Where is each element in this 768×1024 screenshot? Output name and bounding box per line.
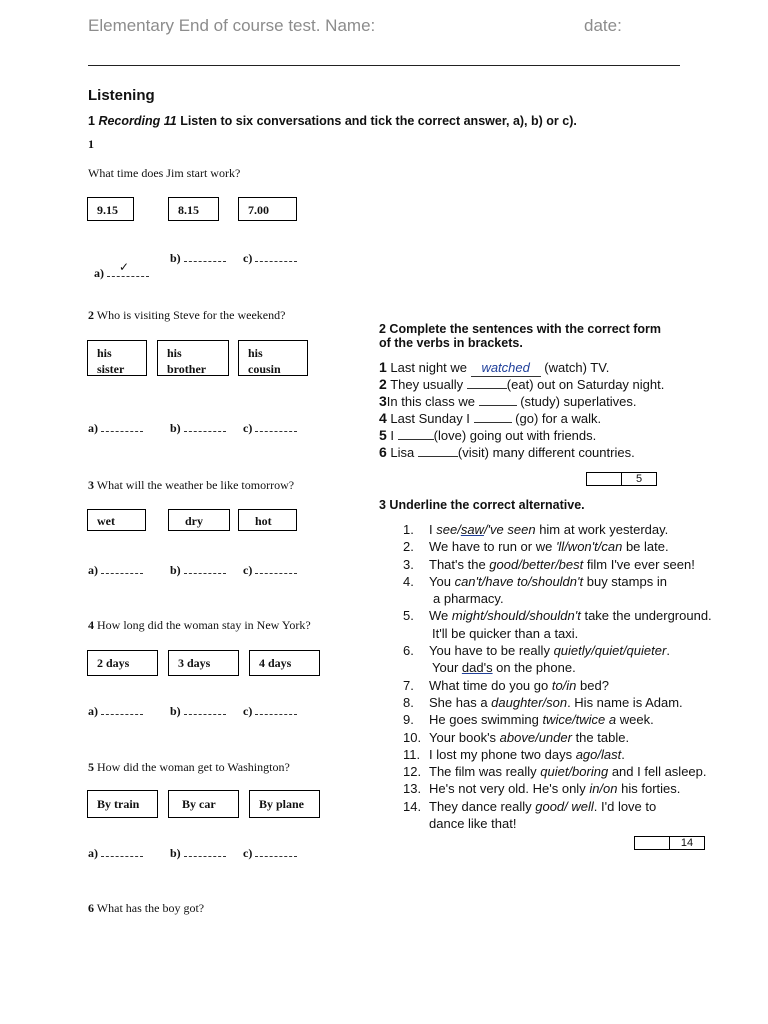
answer-row: b) [170,421,226,436]
answer-blank-c[interactable] [255,848,297,857]
answer-blank-b[interactable] [184,423,226,432]
score-box: 5 [586,472,657,486]
option-box: 7.00 [238,197,297,221]
fill-blank[interactable] [474,422,512,423]
question-2: 2 Who is visiting Steve for the weekend? [88,308,286,322]
sentence: 4 Last Sunday I (go) for a walk. [379,410,602,426]
section3-title: 3 Underline the correct alternative. [379,498,585,512]
option-box: 8.15 [168,197,219,221]
answer-row: c) [243,421,297,436]
answer-blank-b[interactable] [184,848,226,857]
list-item-continued: It'll be quicker than a taxi. [432,625,579,641]
answer-blank-b[interactable] [184,565,226,574]
option-box: hot [238,509,297,531]
fill-blank[interactable] [467,388,507,389]
option-box: 3 days [168,650,239,676]
list-item: 9. He goes swimming twice/twice a week. [403,712,654,728]
list-item: 10. Your book's above/under the table. [403,729,630,745]
answer-blank-a[interactable] [107,260,149,277]
sentence: 6 Lisa (visit) many different countries. [379,444,635,460]
answer-blank-c[interactable] [255,423,297,432]
question-6: 6 What has the boy got? [88,901,205,915]
question-4: 4 How long did the woman stay in New York? [88,618,311,632]
answer-row: c) [243,563,297,578]
list-item: 11. I lost my phone two days ago/last. [403,746,625,762]
section2-title: 2 Complete the sentences with the correct form of the verbs in brackets. [379,322,662,350]
option-box: wet [87,509,146,531]
option-box: 4 days [249,650,320,676]
option-box: dry [168,509,230,531]
list-item: 13. He's not very old. He's only in/on his forties. [403,781,681,797]
fill-blank[interactable] [479,405,517,406]
sentence: 5 I (love) going out with friends. [379,427,597,443]
fill-blank[interactable]: watched [471,359,541,377]
list-item: 7. What time do you go to/in bed? [403,677,609,693]
answer-blank-c[interactable] [255,565,297,574]
fill-blank[interactable] [418,456,458,457]
list-item: 14. They dance really good/ well. I'd love to [403,798,657,814]
list-item: 5. We might/should/shouldn't take the underground. [403,608,712,624]
option-box: By car [168,790,239,818]
answer-row: c) [243,251,297,266]
answer-row: a) [88,421,143,436]
question-3: 3 What will the weather be like tomorrow? [88,478,295,492]
list-item: 6. You have to be really quietly/quiet/quieter. [403,643,670,659]
answer-row: a) [88,846,143,861]
answer-row: b) [170,846,226,861]
listening-instruction: 1 Recording 11 Listen to six conversations and tick the correct answer, a), b) or c). [88,114,577,128]
score-box: 14 [634,836,705,850]
list-item: 3. That's the good/better/best film I've ever seen! [403,556,695,572]
list-item: 4. You can't/have to/shouldn't buy stamps in [403,573,667,589]
list-item-continued: dance like that! [429,816,517,832]
sentence: 1 Last night we watched (watch) TV. [379,359,610,375]
list-item: 2. We have to run or we 'll/won't/can be late. [403,539,669,555]
list-item: 12. The film was really quiet/boring and I fell asleep. [403,764,707,780]
list-item-continued: Your dad's on the phone. [432,660,576,676]
date-label: date: [584,16,622,35]
answer-blank-a[interactable] [101,565,143,574]
name-line [88,65,680,66]
answer-row: b) [170,563,226,578]
list-item-continued: a pharmacy. [433,591,504,607]
answer-blank-a[interactable] [101,423,143,432]
answer-blank-a[interactable] [101,706,143,715]
answer-blank-c[interactable] [255,706,297,715]
fill-blank[interactable] [398,439,434,440]
answer-row: c) [243,704,297,719]
option-box: his sister [87,340,147,376]
answer-row: b) [170,704,226,719]
answer-blank-b[interactable] [184,253,226,262]
sentence: 3In this class we (study) superlatives. [379,393,637,409]
question-5: 5 How did the woman get to Washington? [88,760,290,774]
answer-row: c) [243,846,297,861]
header-title: Elementary End of course test. Name: [88,16,376,35]
answer-blank-a[interactable] [101,848,143,857]
question-1: What time does Jim start work? [88,166,241,180]
option-box: By plane [249,790,320,818]
answer-row: a) [88,563,143,578]
answer-row: a) [88,704,143,719]
list-item: 1. I see/saw/'ve seen him at work yesterday. [403,522,669,537]
section-heading: Listening [88,87,155,104]
answer-blank-b[interactable] [184,706,226,715]
option-box: his brother [157,340,229,376]
answer-row: a) ✓ [88,251,149,281]
check-icon: ✓ [119,260,130,274]
question-number: 1 [88,137,94,151]
option-box: 9.15 [87,197,134,221]
list-item: 8. She has a daughter/son. His name is Adam. [403,694,683,710]
option-box: his cousin [238,340,308,376]
answer-row: b) [170,251,226,266]
answer-blank-c[interactable] [255,253,297,262]
option-box: 2 days [87,650,158,676]
option-box: By train [87,790,158,818]
sentence: 2 They usually (eat) out on Saturday night. [379,376,665,392]
alternatives-list [403,521,712,832]
